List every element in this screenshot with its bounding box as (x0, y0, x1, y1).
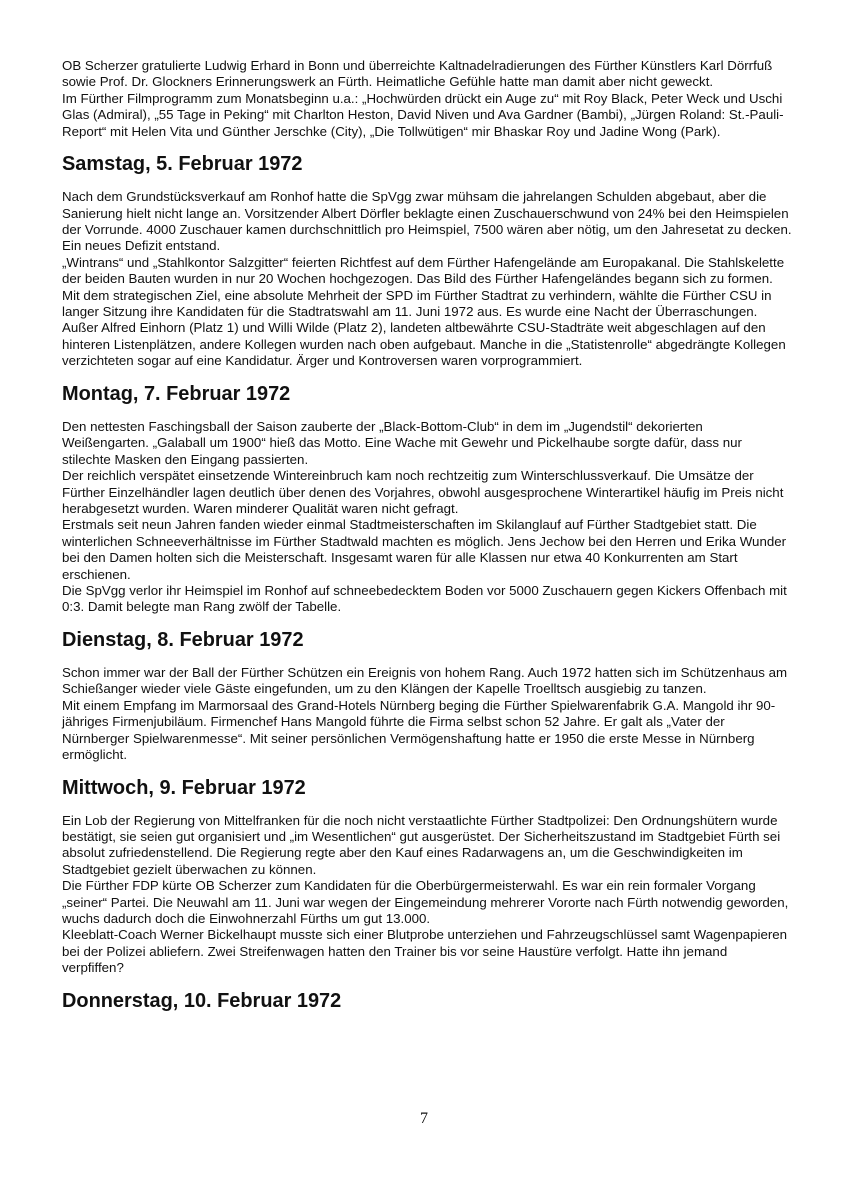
section-heading: Dienstag, 8. Februar 1972 (62, 629, 304, 652)
section-paragraph: Der reichlich verspätet einsetzende Wintereinbruch kam noch rechtzeitig zum Winterschlussverkauf. Die Umsätze der Fürther Einzelhändler lagen deutlich über denen des Vorjahres, obwohl ausgesprochene Winterartikel häufig im Preis nicht herabgesetzt wurden. Waren minderer Qualität waren nicht gefragt. (62, 468, 784, 516)
section-paragraph: Den nettesten Faschingsball der Saison zauberte der „Black-Bottom-Club“ in dem im „Jugendstil“ dekorierten Weißengarten. „Galaball um 1900“ hieß das Motto. Eine Wache mit Gewehr und Pickelhaube sorgte dafür, dass nur stilechte Masken den Eingang passierten. (62, 418, 742, 467)
section-heading: Donnerstag, 10. Februar 1972 (62, 990, 342, 1013)
intro-paragraph: Im Fürther Filmprogramm zum Monatsbeginn u.a.: „Hochwürden drückt ein Auge zu“ mit Roy Black, Peter Weck und Uschi Glas (Admiral), „55 Tage in Peking“ mit Charlton Heston, David Niven und Ava Gardner (Bambi), „Jürgen Roland: St.-Pauli-Report“ mit Helen Vita und Günther Jerschke (City), „Die Tollwütigen“ mir Bhaskar Roy und Jadine Wong (Park). (62, 90, 784, 139)
section-paragraph: Die Fürther FDP kürte OB Scherzer zum Kandidaten für die Oberbürgermeisterwahl. Es war ein rein formaler Vorgang „seiner“ Partei. Die Neuwahl am 11. Juni war wegen der Eingemeindung mehrerer Vororte nach Fürth notwendig geworden, wuchs dadurch doch die Einwohnerzahl Fürths um gut 13.000. (62, 878, 789, 926)
intro-paragraph: OB Scherzer gratulierte Ludwig Erhard in Bonn und überreichte Kaltnadelradierungen des Fürther Künstlers Karl Dörrfuß sowie Prof. Dr. Glockners Erinnerungswerk an Fürth. Heimatliche Gefühle hatte man damit aber nicht geweckt. (62, 58, 773, 90)
spacer (62, 173, 792, 189)
section-heading: Mittwoch, 9. Februar 1972 (62, 776, 306, 799)
section-paragraph: Kleeblatt-Coach Werner Bickelhaupt musste sich einer Blutprobe unterziehen und Fahrzeugschlüssel samt Wagenpapieren bei der Polizei abliefern. Zwei Streifenwagen hatten den Trainer bis vor seine Haustüre verfolgt. Hatte ihn jemand verpfiffen? (62, 927, 788, 976)
section-paragraph: Die SpVgg verlor ihr Heimspiel im Ronhof auf schneebedecktem Boden vor 5000 Zuschauern gegen Kickers Offenbach mit 0:3. Damit belegte man Rang zwölf der Tabelle. (62, 582, 787, 615)
section-paragraph: „Wintrans“ und „Stahlkontor Salzgitter“ feierten Richtfest auf dem Fürther Hafengelände am Europakanal. Die Stahlskelette der beiden Bauten wurden in nur 20 Wochen hochgezogen. Das Bild des Fürther Hafengeländes begann sich zu formen. (62, 254, 785, 287)
document-body (62, 58, 792, 1013)
section-heading: Montag, 7. Februar 1972 (62, 383, 291, 406)
page-number: 7 (420, 1110, 428, 1127)
section-paragraph: Mit dem strategischen Ziel, eine absolute Mehrheit der SPD im Fürther Stadtrat zu verhindern, wählte die Fürther CSU in langer Sitzung ihre Kandidaten für die Stadtratswahl am 11. Juni 1972 aus. Es wurde eine Nacht der Überraschungen. Außer Alfred Einhorn (Platz 1) und Willi Wilde (Platz 2), landeten altbewährte CSU-Stadträte weit abgeschlagen auf den hinteren Listenplätzen, andere Kollegen wurden nach oben aufgebaut. Manche in die „Statistenrolle“ abgedrängte Kollegen verzichteten sogar auf eine Kandidatur. Ärger und Kontroversen waren vorprogrammiert. (62, 287, 786, 369)
section-paragraph: Schon immer war der Ball der Fürther Schützen ein Ereignis von hohem Rang. Auch 1972 hatten sich im Schützenhaus am Schießanger wieder viele Gäste eingefunden, um zu den Klängen der Kapelle Troelltsch ausgiebig zu tanzen. (62, 664, 788, 697)
spacer (62, 649, 792, 665)
section-paragraph: Nach dem Grundstücksverkauf am Ronhof hatte die SpVgg zwar mühsam die jahrelangen Schulden abgebaut, aber die Sanierung hielt nicht lange an. Vorsitzender Albert Dörfler beklagte einen Zuschauerschwund von 24% bei den Heimspielen der Vorrunde. 4000 Zuschauer kamen durchschnittlich pro Heimspiel, 7500 wären aber nötig, um den Jahresetat zu decken. Ein neues Defizit entstand. (62, 189, 792, 254)
section-paragraph: Ein Lob der Regierung von Mittelfranken für die noch nicht verstaatlichte Fürther Stadtpolizei: Den Ordnungshütern wurde bestätigt, sie seien gut organisiert und „im Wesentlichen“ gut ausgerüstet. Der Sicherheitszustand im Stadtgebiet Fürth sei absolut zufriedenstellend. Die Regierung regte aber den Kauf eines Radarwagens an, um die Geschwindigkeiten im Stadtgebiet gezielt überwachen zu können. (62, 812, 781, 877)
section-paragraph: Erstmals seit neun Jahren fanden wieder einmal Stadtmeisterschaften im Skilanglauf auf Fürther Stadtgebiet statt. Die winterlichen Schneeverhältnisse im Fürther Stadtwald machten es möglich. Jens Jechow bei den Herren und Erika Wunder bei den Damen holten sich die Meisterschaft. Insgesamt waren für alle Klassen nur etwa 40 Konkurrenten am Start erschienen. (62, 517, 787, 582)
section-paragraph: Mit einem Empfang im Marmorsaal des Grand-Hotels Nürnberg beging die Fürther Spielwarenfabrik G.A. Mangold ihr 90-jähriges Firmenjubiläum. Firmenchef Hans Mangold führte die Firma selbst schon 52 Jahre. Er galt als „Vater der Nürnberger Spielwarenmesse“. Mit seiner persönlichen Vermögenshaftung hatte er 1950 die erste Messe in Nürnberg ermöglicht. (62, 697, 776, 762)
section-heading: Samstag, 5. Februar 1972 (62, 153, 303, 176)
intro-block (62, 58, 792, 140)
